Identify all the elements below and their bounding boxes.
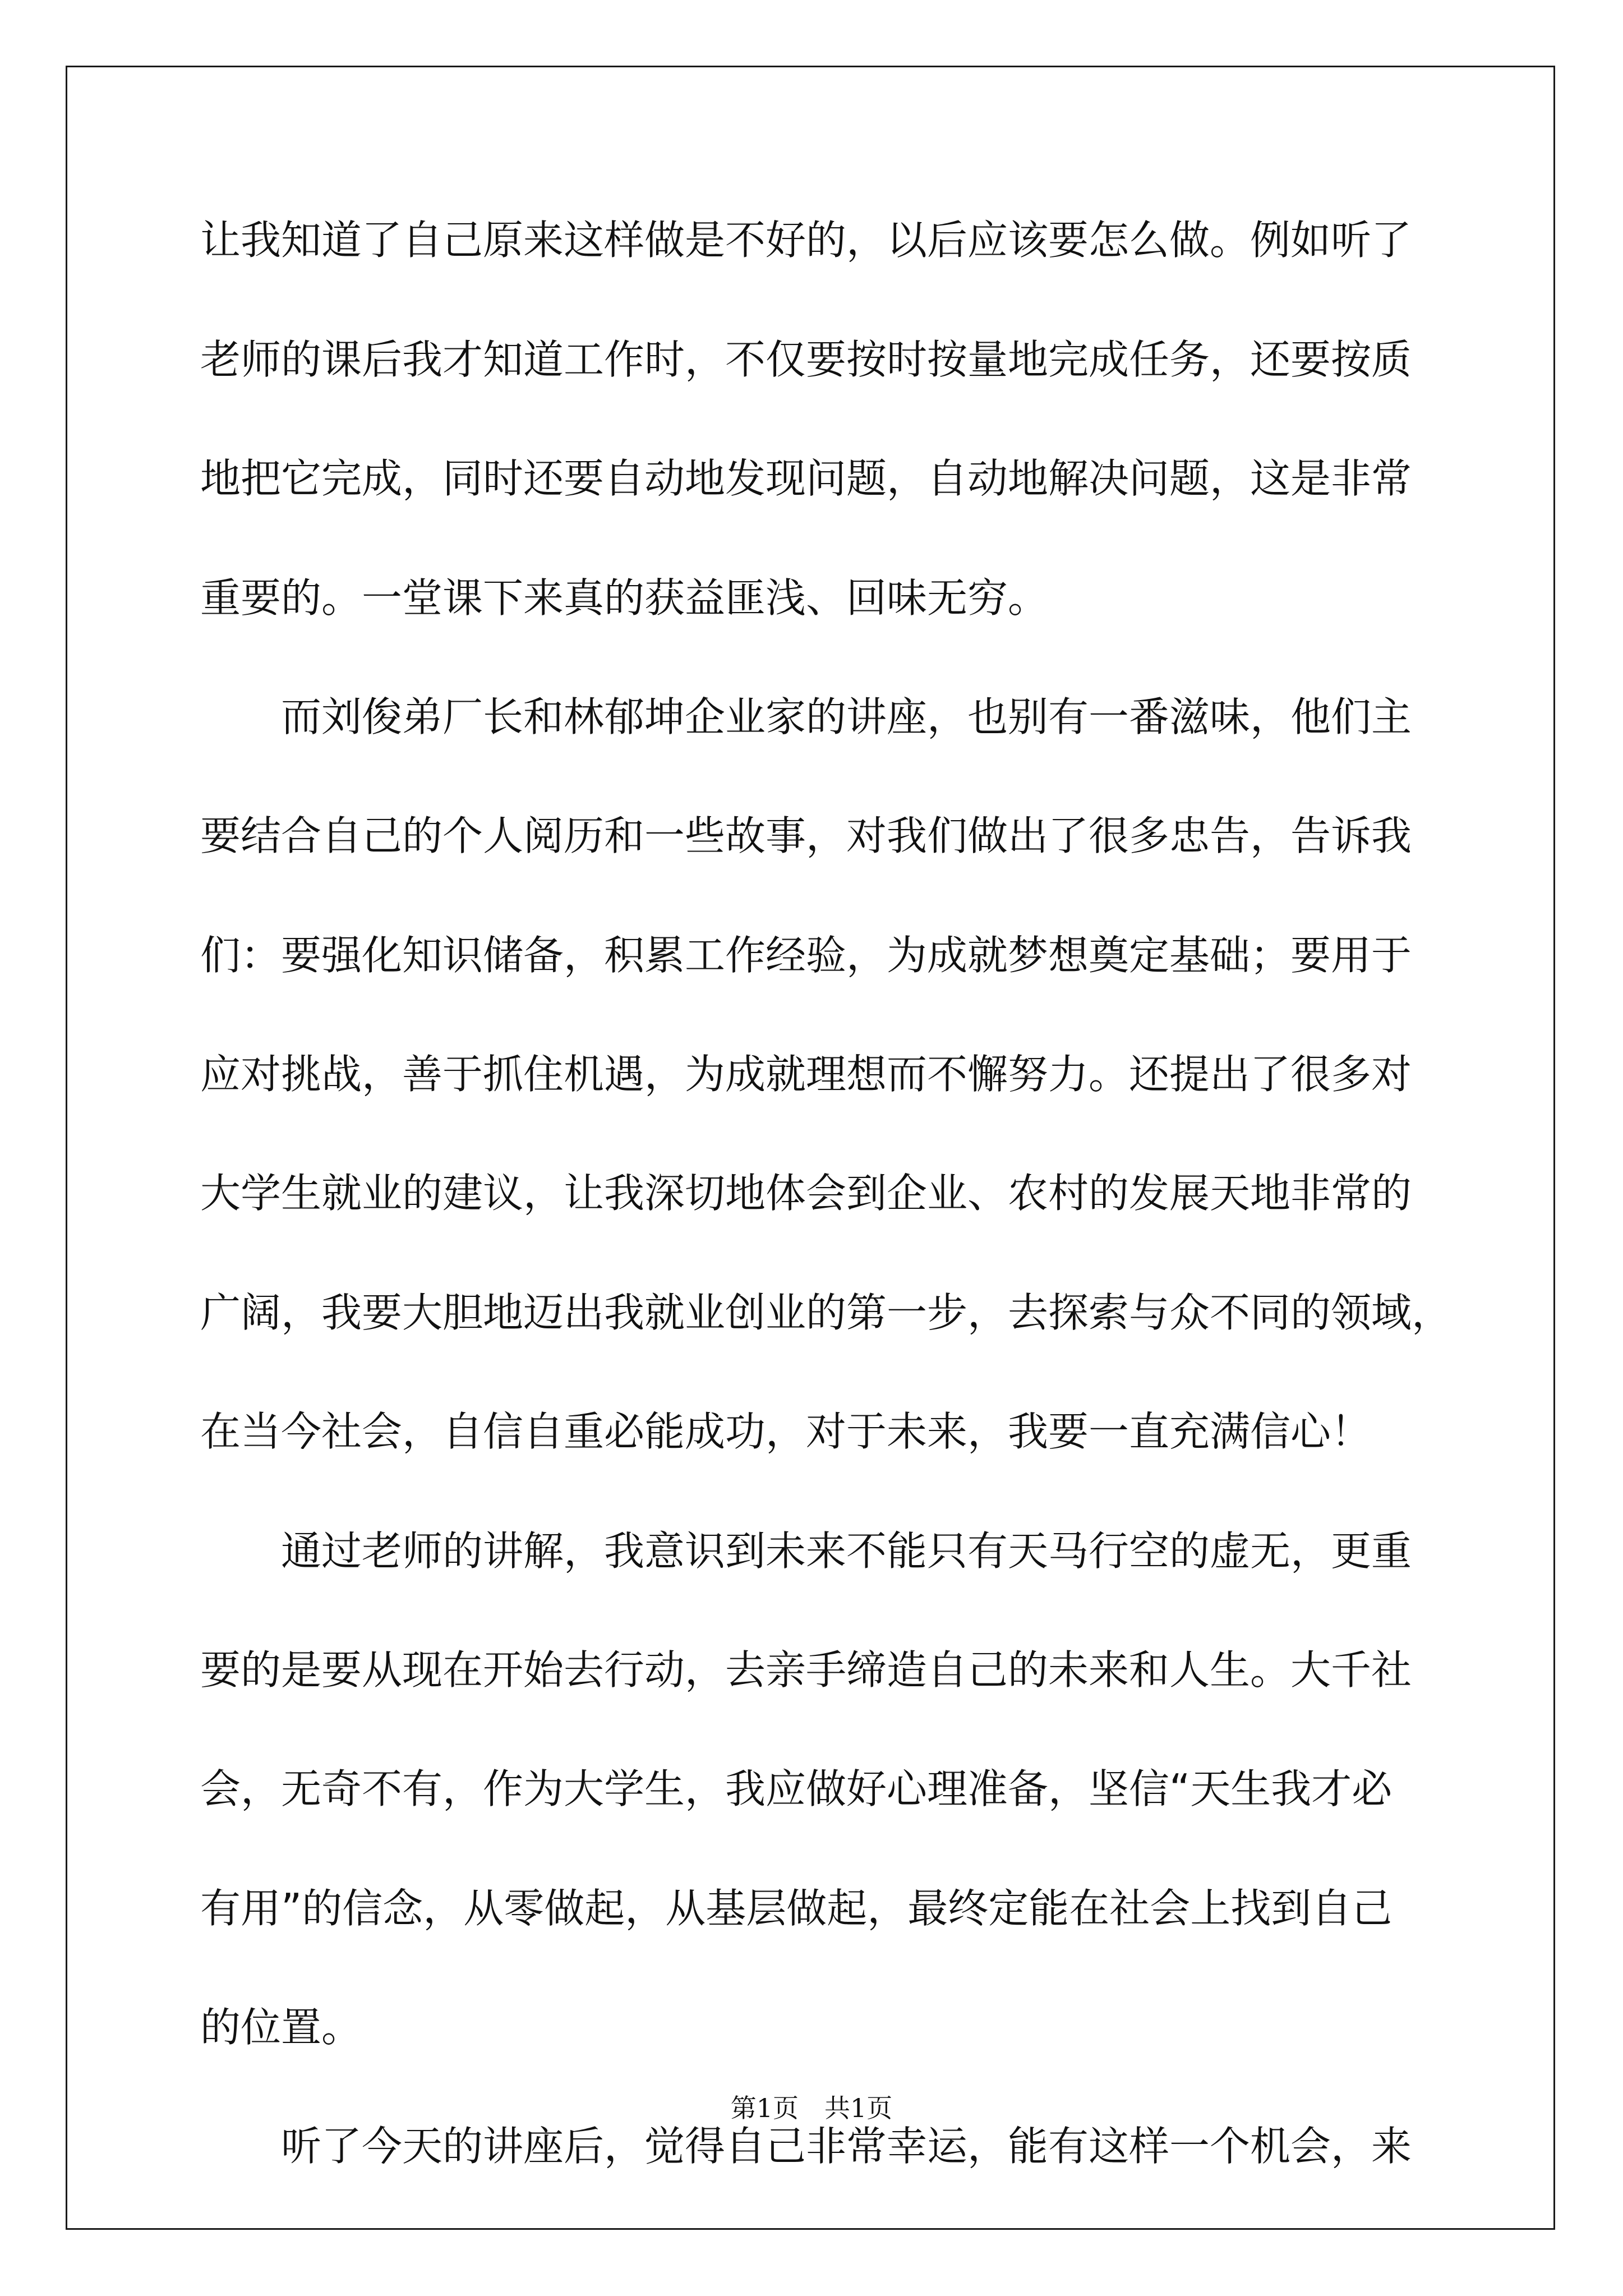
text-line: 会，无奇不有，作为大学生，我应做好心理准备，坚信“天生我才必	[200, 1765, 1393, 1812]
text-line: 而刘俊弟厂长和林郁坤企业家的讲座，也别有一番滋味，他们主	[200, 693, 1412, 740]
text-line: 的位置。	[200, 2004, 362, 2051]
text-line: 地把它完成，同时还要自动地发现问题，自动地解决问题，这是非常	[200, 455, 1412, 502]
text-line: 广阔，我要大胆地迈出我就业创业的第一步，去探索与众不同的领域，	[200, 1289, 1453, 1336]
text-line: 有用”的信念，从零做起，从基层做起，最终定能在社会上找到自己	[200, 1885, 1393, 1932]
text-line: 让我知道了自己原来这样做是不好的，以后应该要怎么做。例如听了	[200, 217, 1412, 264]
text-line: 要的是要从现在开始去行动，去亲手缔造自己的未来和人生。大千社	[200, 1646, 1412, 1694]
text-line: 老师的课后我才知道工作时，不仅要按时按量地完成任务，还要按质	[200, 336, 1412, 383]
text-line: 大学生就业的建议，让我深切地体会到企业、农村的发展天地非常的	[200, 1170, 1412, 1217]
text-line: 通过老师的讲解，我意识到未来不能只有天马行空的虚无，更重	[200, 1527, 1412, 1575]
text-line: 在当今社会，自信自重必能成功，对于未来，我要一直充满信心！	[200, 1408, 1372, 1455]
text-line: 们：要强化知识储备，积累工作经验，为成就梦想奠定基础；要用于	[200, 932, 1412, 979]
page-number-footer: 第1页 共1页	[730, 2093, 893, 2123]
text-line: 要结合自己的个人阅历和一些故事，对我们做出了很多忠告，告诉我	[200, 812, 1412, 859]
text-line: 听了今天的讲座后，觉得自己非常幸运，能有这样一个机会，来	[200, 2123, 1412, 2170]
text-line: 重要的。一堂课下来真的获益匪浅、回味无穷。	[200, 574, 1049, 622]
text-line: 应对挑战，善于抓住机遇，为成就理想而不懈努力。还提出了很多对	[200, 1051, 1412, 1098]
